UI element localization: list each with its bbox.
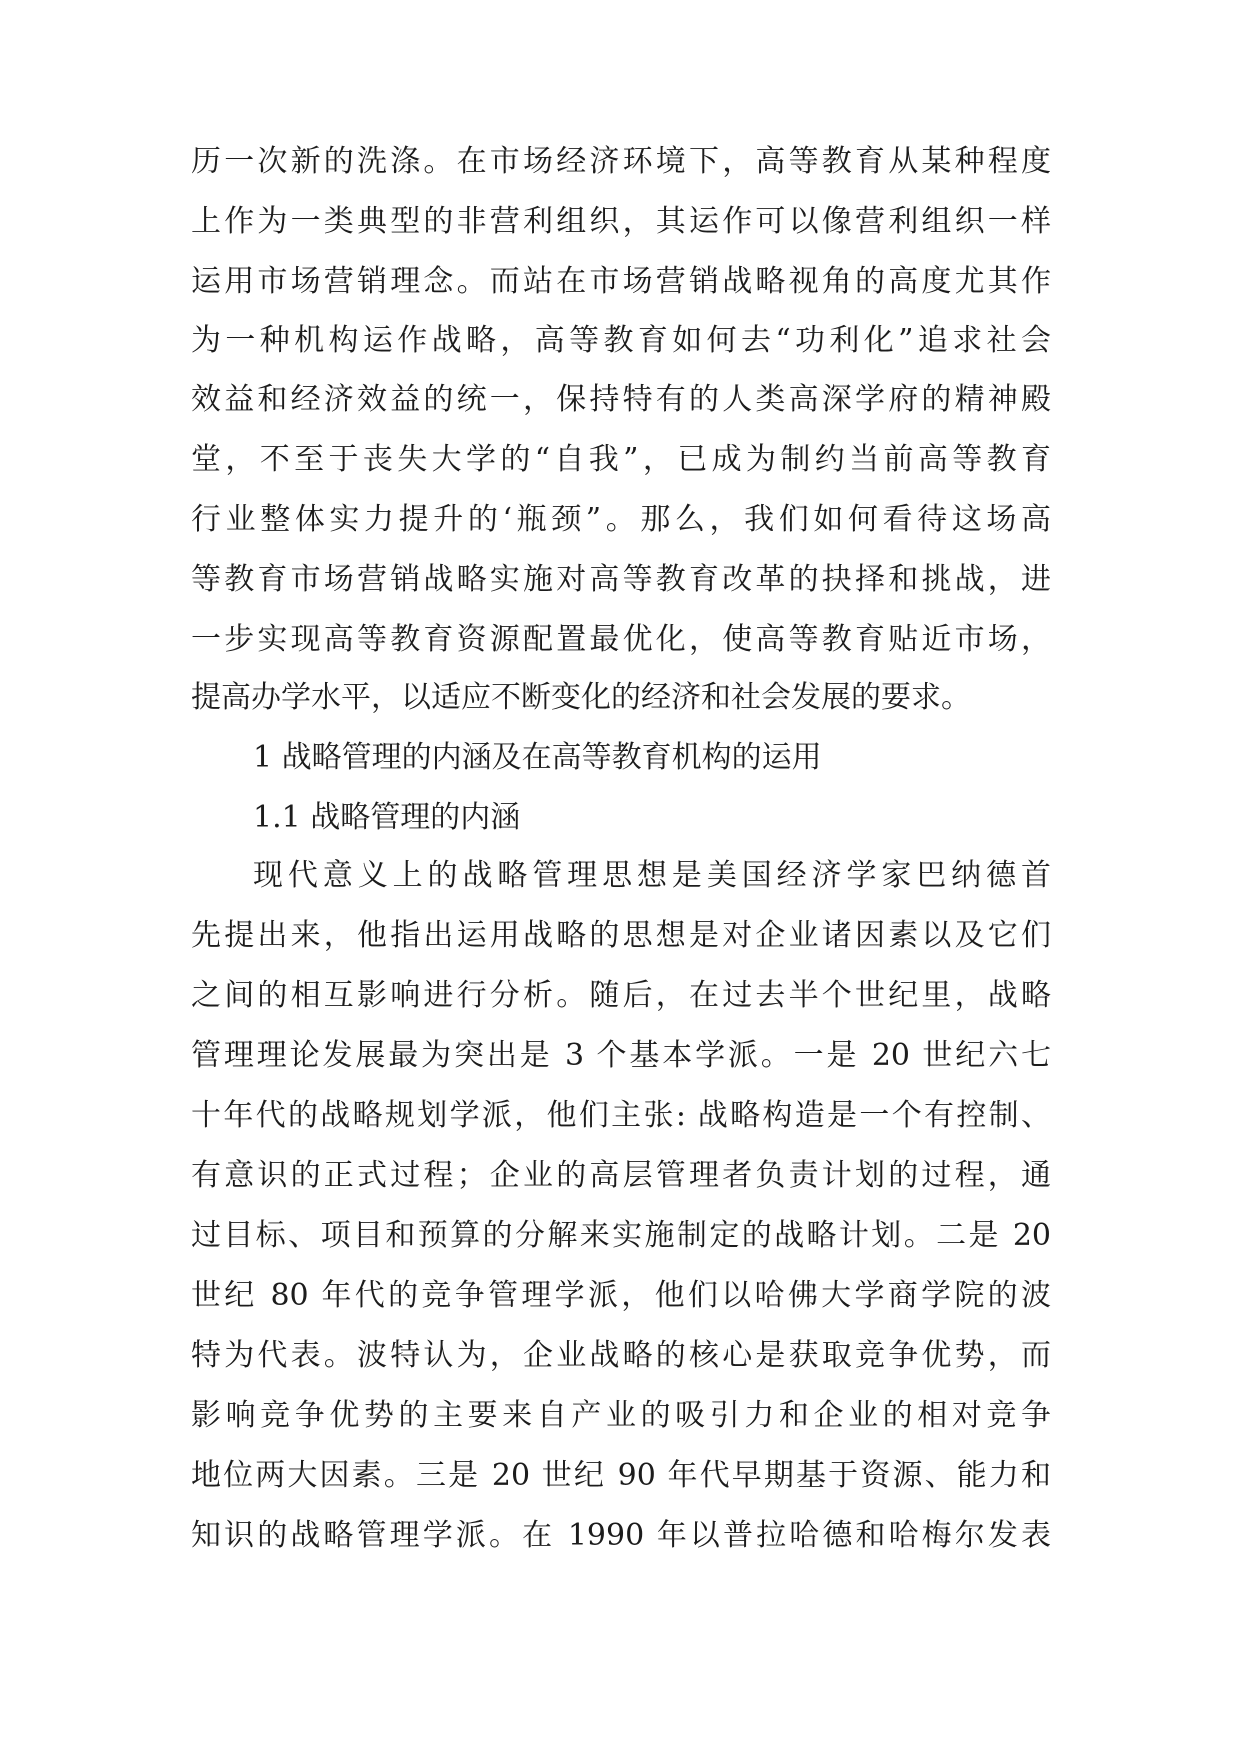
paragraph-line: 堂，不至于丧失大学的“自我”，已成为制约当前高等教育 (191, 442, 1051, 477)
paragraph-line: 提高办学水平，以适应不断变化的经济和社会发展的要求。 (191, 680, 971, 715)
paragraph-line: 之间的相互影响进行分析。随后，在过去半个世纪里，战略 (191, 978, 1051, 1013)
paragraph-line: 历一次新的洗涤。在市场经济环境下，高等教育从某种程度 (191, 144, 1051, 179)
paragraph-line: 上作为一类典型的非营利组织，其运作可以像营利组织一样 (191, 204, 1051, 239)
section-heading: 1 战略管理的内涵及在高等教育机构的运用 (253, 740, 822, 775)
paragraph-line: 等教育市场营销战略实施对高等教育改革的抉择和挑战，进 (191, 562, 1051, 597)
paragraph-line: 一步实现高等教育资源配置最优化，使高等教育贴近市场， (191, 622, 1051, 657)
paragraph-line: 运用市场营销理念。而站在市场营销战略视角的高度尤其作 (191, 264, 1051, 299)
paragraph-line: 特为代表。波特认为，企业战略的核心是获取竞争优势，而 (191, 1338, 1051, 1373)
paragraph-line: 行业整体实力提升的‘瓶颈”。那么，我们如何看待这场高 (191, 502, 1051, 537)
paragraph-line: 效益和经济效益的统一，保持特有的人类高深学府的精神殿 (191, 382, 1051, 417)
paragraph-line: 有意识的正式过程；企业的高层管理者负责计划的过程，通 (191, 1158, 1051, 1193)
subsection-heading: 1.1 战略管理的内涵 (253, 800, 521, 835)
paragraph-line: 十年代的战略规划学派，他们主张: 战略构造是一个有控制、 (191, 1098, 1051, 1133)
paragraph-line: 知识的战略管理学派。在 1990 年以普拉哈德和哈梅尔发表 (191, 1518, 1051, 1553)
paragraph-line: 地位两大因素。三是 20 世纪 90 年代早期基于资源、能力和 (191, 1458, 1051, 1493)
paragraph-line: 为一种机构运作战略，高等教育如何去“功利化”追求社会 (191, 323, 1051, 358)
paragraph-line: 世纪 80 年代的竞争管理学派，他们以哈佛大学商学院的波 (191, 1278, 1051, 1313)
paragraph-line: 先提出来，他指出运用战略的思想是对企业诸因素以及它们 (191, 918, 1051, 953)
paragraph-line: 过目标、项目和预算的分解来实施制定的战略计划。二是 20 (191, 1218, 1051, 1253)
paragraph-line: 影响竞争优势的主要来自产业的吸引力和企业的相对竞争 (191, 1398, 1051, 1433)
paragraph-line: 现代意义上的战略管理思想是美国经济学家巴纳德首 (253, 858, 1051, 893)
paragraph-line: 管理理论发展最为突出是 3 个基本学派。一是 20 世纪六七 (191, 1038, 1051, 1073)
